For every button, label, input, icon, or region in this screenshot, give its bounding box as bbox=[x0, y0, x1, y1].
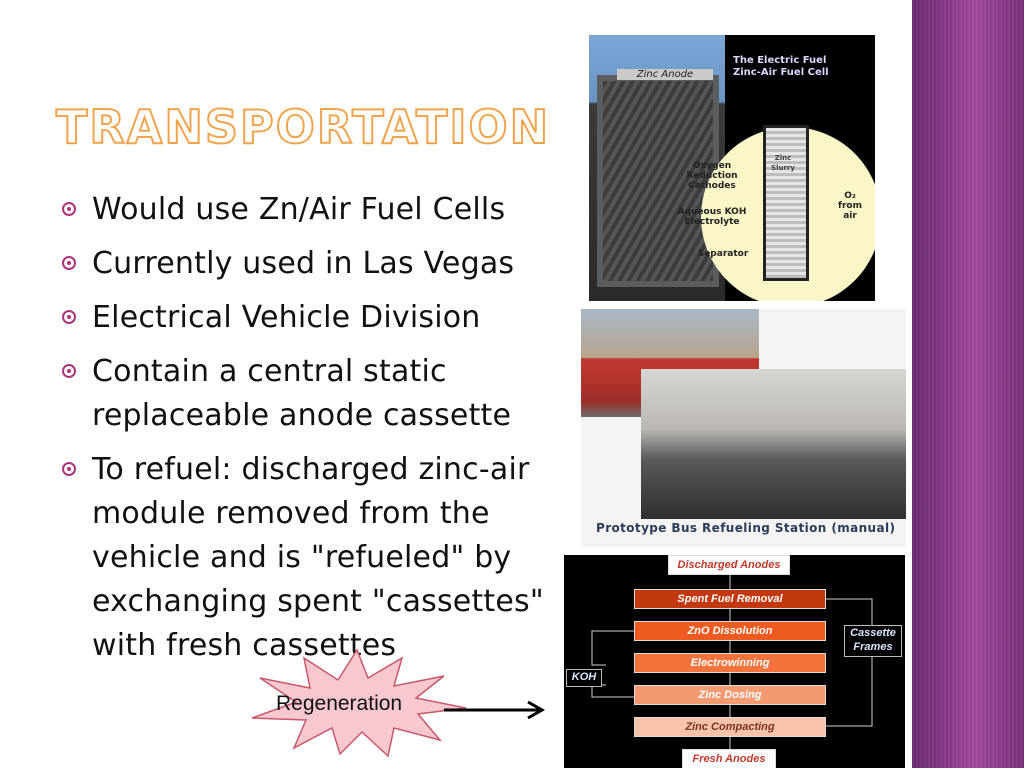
bullet-item bbox=[62, 188, 562, 232]
flow-step-box: ZnO Dissolution bbox=[634, 621, 826, 641]
bullet-item bbox=[62, 448, 562, 668]
zinc-anode-label: Zinc Anode bbox=[617, 69, 713, 80]
bullet-icon bbox=[62, 462, 76, 476]
koh-box: KOH bbox=[566, 669, 602, 687]
caption-line: Zinc-Air Fuel Cell bbox=[733, 67, 829, 78]
bullet-item bbox=[62, 350, 562, 438]
o2-label: O₂ from air bbox=[838, 191, 862, 221]
flow-step-box: Spent Fuel Removal bbox=[634, 589, 826, 609]
flow-step-box: Zinc Compacting bbox=[634, 717, 826, 737]
bullet-item bbox=[62, 242, 562, 286]
arrow-right-icon bbox=[442, 700, 552, 720]
bullet-icon bbox=[62, 364, 76, 378]
bullet-text: Would use Zn/Air Fuel Cells bbox=[92, 192, 506, 227]
fuel-cell-caption bbox=[733, 55, 829, 79]
bullet-icon bbox=[62, 256, 76, 270]
caption-line: The Electric Fuel bbox=[733, 55, 827, 66]
station-interior-photo bbox=[641, 369, 906, 519]
bullet-list bbox=[62, 188, 562, 678]
bullet-text: Contain a central static replaceable anode cassette bbox=[92, 354, 512, 433]
refueling-station-image bbox=[581, 309, 906, 547]
regeneration-label: Regeneration bbox=[276, 692, 403, 715]
cassette-frames-box: Cassette Frames bbox=[844, 625, 902, 657]
bullet-text: Electrical Vehicle Division bbox=[92, 300, 481, 335]
cathodes-label: Oxygen Reduction Cathodes bbox=[686, 161, 738, 191]
station-caption: Prototype Bus Refueling Station (manual) bbox=[596, 521, 896, 535]
cell-cross-section bbox=[763, 125, 809, 281]
slide-title: TRANSPORTATION bbox=[56, 100, 551, 154]
separator-label: Separator bbox=[697, 249, 749, 259]
bullet-text: To refuel: discharged zinc-air module removed from the vehicle and is "refueled" by exchanging spent "cassettes" with fresh cassettes bbox=[92, 452, 544, 663]
zinc-slurry-label: Zinc Slurry bbox=[771, 154, 795, 172]
electrolyte-label: Aqueous KOH Electrolyte bbox=[677, 207, 747, 227]
bullet-icon bbox=[62, 310, 76, 324]
regeneration-flow-diagram bbox=[564, 555, 905, 768]
flow-step-box: Zinc Dosing bbox=[634, 685, 826, 705]
fresh-anodes-box: Fresh Anodes bbox=[682, 749, 776, 768]
bullet-item bbox=[62, 296, 562, 340]
fuel-cell-image bbox=[589, 35, 875, 301]
discharged-anodes-box: Discharged Anodes bbox=[668, 555, 790, 575]
bullet-icon bbox=[62, 202, 76, 216]
flow-step-box: Electrowinning bbox=[634, 653, 826, 673]
decorative-side-band bbox=[912, 0, 1024, 768]
bullet-text: Currently used in Las Vegas bbox=[92, 246, 515, 281]
